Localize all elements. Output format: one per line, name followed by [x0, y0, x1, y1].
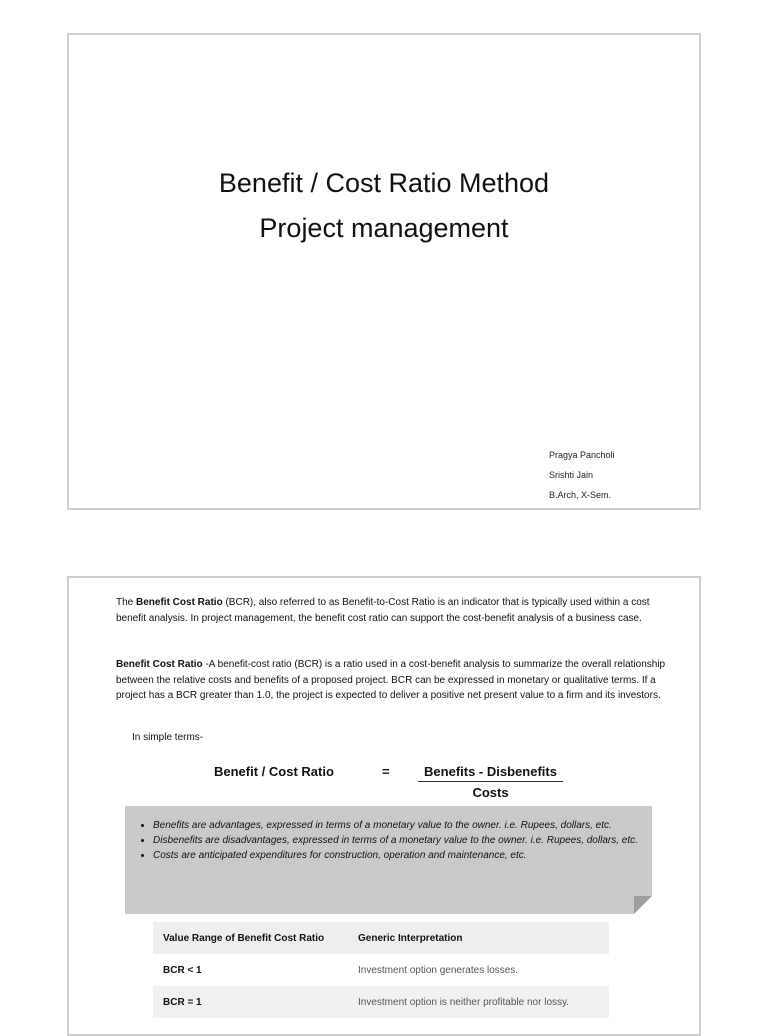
list-item: • Costs are anticipated expenditures for construction, operation and maintenance, etc. [153, 848, 638, 863]
intro-paragraph [116, 595, 668, 626]
page-curl-corner [634, 896, 652, 914]
author-name-1: Pragya Pancholi [549, 450, 615, 460]
formula-equals: = [382, 764, 390, 779]
definitions-note-box [125, 806, 652, 914]
formula-numerator: Benefits - Disbenefits [418, 764, 563, 782]
author-name-2: Srishti Jain [549, 470, 594, 480]
table-header-range: Value Range of Benefit Cost Ratio [163, 932, 325, 944]
bcr-formula [69, 764, 699, 804]
intro-bold-term: Benefit Cost Ratio [136, 597, 223, 608]
list-item: • Benefits are advantages, expressed in terms of a monetary value to the owner. i.e. Rupees, dollars, etc. [153, 818, 638, 833]
title-line-2: Project management [259, 213, 509, 243]
table-row [153, 954, 609, 986]
definition-text: -A benefit-cost ratio (BCR) is a ratio used in a cost-benefit analysis to summarize the overall relationship between the relative costs and benefits of a proposed project. BCR can be expressed in monetary or qualitative terms. If a project has a BCR greater than 1.0, the project is expected to deliver a positive net present value to a firm and its investors. [116, 659, 666, 701]
table-cell-interpretation: Investment option is neither profitable nor lossy. [358, 996, 570, 1008]
list-item: • Disbenefits are disadvantages, expressed in terms of a monetary value to the owner. i.e. Rupees, dollars, etc. [153, 833, 638, 848]
table-header-interpretation: Generic Interpretation [358, 932, 463, 944]
title-slide [67, 33, 701, 510]
definitions-list [135, 818, 638, 863]
simple-terms-label: In simple terms- [132, 732, 204, 743]
table-cell-interpretation: Investment option generates losses. [358, 964, 519, 976]
formula-denominator: Costs [472, 785, 509, 800]
definition-paragraph [116, 657, 668, 704]
formula-fraction [418, 764, 563, 800]
definition-bold-term: Benefit Cost Ratio [116, 659, 203, 670]
author-credits [549, 445, 615, 505]
intro-text: (BCR), also referred to as Benefit-to-Cost Ratio is an indicator that is typically used within a cost benefit analysis. In project management, the benefit cost ratio can support the cost-benefit analysis of a business case. [116, 597, 650, 624]
table-row [153, 986, 609, 1018]
title-line-1: Benefit / Cost Ratio Method [218, 168, 550, 198]
author-course: B.Arch, X-Sem. [549, 490, 612, 500]
table-cell-range: BCR = 1 [163, 996, 202, 1008]
interpretation-table [153, 922, 609, 1018]
intro-prefix: The [116, 597, 137, 608]
content-slide [67, 576, 701, 1036]
slide-title [69, 161, 699, 251]
table-header-row [153, 922, 609, 954]
table-cell-range: BCR < 1 [163, 964, 202, 976]
formula-lhs: Benefit / Cost Ratio [214, 764, 334, 779]
